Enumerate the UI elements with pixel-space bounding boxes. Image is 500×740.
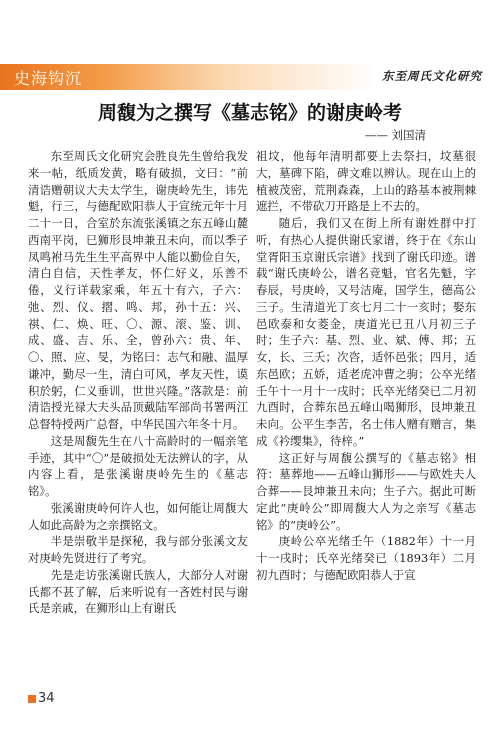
paragraph: 祖坟，他每年清明都要上去祭扫，坟墓很大，墓碑下陷，碑文难以辨认。现在山上的植被茂密，荒荆森森，上山的路基本被荆棘遮拦，不带砍刀开路是上不去的。 (256, 149, 476, 214)
paragraph: 这正好与周馥公撰写的《墓志铭》相符：墓葬地——五峰山狮形——与欧姓夫人合葬——艮坤兼丑未向；生子六。据此可断定此“庚岭公”即周馥大人为之亲写《墓志铭》的“庚岭公”。 (256, 450, 476, 532)
paragraph: 随后，我们又在街上所有谢姓群中打听，有热心人提供谢氏家谱，终于在《东山堂胥阳玉京谢氏宗谱》找到了谢氏印迹。谱载“谢氏庚岭公，谱名竞魁，官名先魁，字春辰，号庚岭，又号洁庵，国学生，德高公三子。生清道光丁亥七月二十一亥时；娶东邑欧泰和女菱金，庚道光已丑八月初三子时；生子六：基、烈、业、斌、傅、邦；五女，长、三夭；次咨，适怀邑张；四月，适东邑欧；五娇，适老虎冲曹之驹；公卒光绪壬午十一月十一戌时；氏卒光绪癸已二月初九酉时，合葬东邑五峰山喝狮形，艮坤兼丑未向。公平生李苦，名士伟人赠有赠言，集成《衿缨集》，待梓。” (256, 216, 476, 448)
paragraph: 张溪谢庚岭何许人也，如何能让周馥大人如此高龄为之亲撰铭文。 (28, 500, 248, 532)
paragraph: 这是周馥先生在八十高龄时的一幅亲笔手迹，其中“〇”是破损处无法辨认的字，从内容上看，是张溪谢庚岭先生的《墓志铭》。 (28, 433, 248, 498)
left-column (28, 148, 248, 698)
article-author: —— 刘国清 (364, 128, 426, 142)
paragraph: 先是走访张溪谢氏族人，大部分人对谢氏都不甚了解，后来听说有一吝姓村民与谢氏是亲戚，在狮形山上有谢氏 (28, 567, 248, 616)
paragraph: 庚岭公卒光绪壬午（1882年）十一月十一戌时；氏卒光绪癸已（1893年）二月初九酉时；与德配欧阳恭人于宣 (256, 534, 476, 582)
right-column (256, 148, 476, 698)
section-tag: 史海钩沉 (14, 69, 83, 88)
page-number: 34 (28, 691, 55, 706)
article-title: 周馥为之撰写《墓志铭》的谢庚岭考 (97, 102, 402, 124)
paragraph: 半是崇敬半是探秘，我与部分张溪文友对庚岭先贤进行了考究。 (28, 534, 248, 565)
paragraph: 东至周氏文化研究会胜良先生曾给我发来一帖，纸质发黄，略有破损，文曰：“前清诰赠朝议大夫太学生，谢庚岭先生，讳先魁，行三，与德配欧阳恭人于宣统元年十月二十一日，合室於东流张溪镇之东五峰山麓西南平岗，巳狮形艮坤兼丑未向，而以季子凤鸣袝马先生生平高界中人能以勤俭自矢，清白自信，天性孝友，怀仁好义，乐善不倦，义行详载家乘，年五十有六，子六：弛、烈、仪、摺、鸣、邦，孙十五：兴、祺、仁、焕、旺、〇、源、滚、鉴、训、成、盛、吉、乐、全，曾孙六：贵、年、〇、照、应、旻，为铭曰：志气和融、温厚谦冲，勤尽一生，清白可风，孝友天性，谟积於躬，仁义垂训，世世兴隆。”落款是：前清诰授光禄大夫头品顶戴陆军部尚书署两江总督特授两广总督，中华民国六年冬十月。 (28, 149, 248, 431)
magazine-name: 东至周氏文化研究 (382, 69, 482, 83)
